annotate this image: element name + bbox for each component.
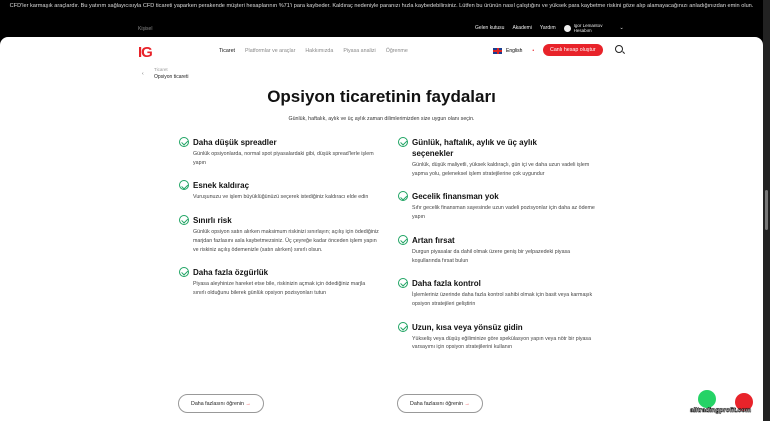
learn-more-button-left[interactable] — [178, 394, 264, 413]
benefit-item — [398, 137, 598, 178]
check-circle-icon — [179, 137, 189, 147]
page-title: Opsiyon ticaretinin faydaları — [267, 87, 496, 106]
button-label: Daha fazlasını öğrenin — [191, 400, 245, 407]
page-content — [0, 37, 763, 421]
uk-flag-icon — [493, 48, 502, 54]
back-chevron-icon[interactable]: ‹ — [142, 71, 144, 77]
button-label: Daha fazlasını öğrenin — [410, 400, 464, 407]
help-link[interactable]: Yardım — [539, 25, 556, 31]
benefit-text: Durgun piyasalar da dahil olmak üzere geniş bir yelpazedeki piyasa koşullarında fırsat bulun — [412, 248, 571, 264]
benefit-item — [398, 191, 598, 221]
check-circle-icon — [398, 137, 408, 147]
benefit-text: Vuruşunuzu ve işlem büyüklüğünüzü seçerek istediğiniz kaldıracı elde edin — [193, 194, 369, 201]
watermark: alltradingprofit.com — [690, 407, 752, 414]
benefit-item — [179, 137, 379, 167]
check-circle-icon — [398, 235, 408, 245]
nav-about[interactable]: Hakkımızda — [305, 48, 334, 54]
benefit-text: Günlük opsiyonlarda, normal spot piyasalardaki gibi, düşük spread'lerle işlem yapın — [193, 151, 374, 166]
language-label: English — [506, 48, 523, 54]
check-circle-icon — [398, 322, 408, 332]
benefit-title: Daha fazla kontrol — [412, 279, 481, 289]
check-circle-icon — [179, 215, 189, 225]
benefit-title: Sınırlı risk — [193, 216, 232, 226]
benefit-text: Günlük, düşük maliyetli, yüksek kaldıraçlı, gün içi ve daha uzun vadeli işlem yapma yolu, geleneksel işlem stratejilerine çok uygundur — [412, 162, 590, 177]
account-menu[interactable] — [564, 23, 624, 33]
benefit-title: Artan fırsat — [412, 235, 455, 245]
segment-link[interactable]: Kişisel — [138, 26, 153, 32]
benefit-text: Sıfır gecelik finansman sayesinde uzun vadeli pozisyonlar için daha az ödeme yapın — [412, 205, 595, 221]
top-bar — [0, 20, 763, 37]
user-name: Igor Lemantov — [573, 23, 603, 28]
benefit-text: İşlemleriniz üzerinde daha fazla kontrol sahibi olmak için basit veya karmaşık opsiyon stratejileri geliştirin — [412, 292, 593, 307]
benefit-title: Daha düşük spreadler — [193, 138, 277, 147]
scrollbar-thumb[interactable] — [765, 190, 768, 230]
benefit-text: Günlük opsiyon satın alırken maksimum riskinizi sınırlayın; açılış için ödediğiniz marjdan fazlasını asla kaybetmezsiniz. Üç çeyreğe kadar önceden işlem yapın ve riskiniz açılış ödemenizle (satın alırken) sınırlı olsun. — [193, 229, 379, 253]
benefit-text: Yükseliş veya düşüş eğiliminize göre spekülasyon yapın veya nötr bir piyasa varsayımı için opsiyon stratejilerini kullanın — [412, 335, 592, 351]
benefit-title: Esnek kaldıraç — [193, 181, 250, 191]
check-circle-icon — [398, 191, 408, 201]
create-account-button[interactable]: Canlı hesap oluştur — [543, 44, 603, 56]
benefit-item — [398, 322, 598, 352]
main-nav — [219, 48, 408, 54]
nav-trading[interactable]: Ticaret — [219, 48, 235, 54]
benefits-left — [179, 137, 379, 311]
benefit-item — [179, 180, 379, 202]
nav-platforms[interactable]: Platformlar ve araçlar — [245, 48, 296, 54]
search-icon[interactable] — [615, 45, 623, 53]
benefit-title: Daha fazla özgürlük — [193, 268, 269, 278]
chevron-down-icon: ⌄ — [619, 25, 624, 31]
language-selector[interactable] — [493, 48, 534, 54]
academy-link[interactable]: Akademi — [512, 25, 532, 31]
inbox-link[interactable]: Gelen kutusu — [475, 25, 505, 31]
user-icon — [564, 25, 571, 32]
nav-analysis[interactable]: Piyasa analizi — [343, 48, 376, 54]
chevron-icon: • — [532, 48, 535, 54]
check-circle-icon — [179, 180, 189, 190]
page-subtitle: Günlük, haftalık, aylık ve üç aylık zaman dilimlerimizden size uygun olanı seçin. — [288, 116, 475, 122]
check-circle-icon — [398, 278, 408, 288]
benefit-title: Uzun, kısa veya yönsüz gidin — [412, 322, 523, 332]
benefit-item — [398, 278, 598, 308]
benefits-right — [398, 137, 598, 365]
nav-learning[interactable]: Öğrenme — [385, 48, 408, 54]
benefit-text: Piyasa aleyhinize hareket etse bile, riskinizin açmak için ödediğiniz marjla sınırlı olduğunu bilerek günlük opsiyon pozisyonları tutun — [193, 281, 366, 296]
breadcrumb-current: Opsiyon ticareti — [154, 74, 189, 80]
benefit-item — [398, 235, 598, 265]
benefit-title: Gecelik finansman yok — [412, 192, 499, 202]
benefit-item — [179, 215, 379, 254]
account-label: Hesabım — [573, 28, 592, 33]
arrow-right-icon: → — [245, 400, 251, 407]
risk-warning: CFD'ler karmaşık araçlardır. Bu yatırım sağlayıcısıyla CFD ticareti yaparken perakende müşteri hesaplarının %71'i para kaybeder. Kaldıraç nedeniyle paranızı hızla kaybedebilirsiniz. Lütfen bu ürünün nasıl çalıştığını ve yüksek para kaybetme riskini göze alıp alamayacağınızı anladığınızdan emin olun. — [9, 3, 754, 9]
check-circle-icon — [179, 267, 189, 277]
whatsapp-icon[interactable] — [698, 390, 716, 408]
benefit-item — [179, 267, 379, 297]
ig-logo[interactable]: IG — [138, 44, 152, 61]
learn-more-button-right[interactable] — [397, 394, 483, 413]
arrow-right-icon: → — [464, 400, 470, 407]
scrollbar[interactable] — [763, 0, 770, 421]
benefit-title: Günlük, haftalık, aylık ve üç aylık seçenekler — [412, 138, 537, 158]
breadcrumb-parent[interactable]: Ticaret — [154, 67, 168, 72]
